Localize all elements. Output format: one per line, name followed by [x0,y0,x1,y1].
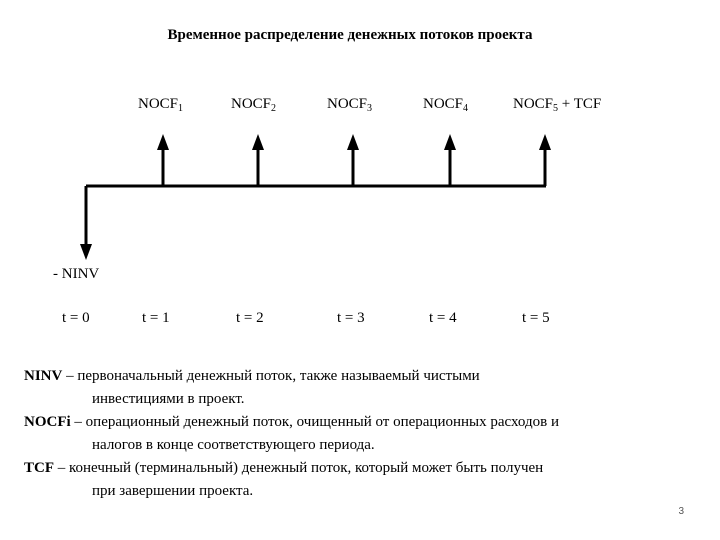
flow-label-3: $NOCF_3$ [327,96,373,114]
flow-label-5: $NOCF_5$ + TCF [513,96,602,114]
legend-item-tcf: TCF – конечный (терминальный) денежный поток, который может быть получен [24,460,544,476]
time-label-3: t = 3 [337,310,365,326]
legend-item-nocf: NOCFi – операционный денежный поток, очищенный от операционных расходов и [24,414,559,430]
legend [24,365,704,503]
time-label-2: t = 2 [236,310,264,326]
inflow-arrow-3 [347,134,359,186]
diagram-title: Временное распределение денежных потоков проекта [167,27,533,43]
inflow-arrow-2 [252,134,264,186]
page-number: 3 [678,506,684,517]
time-label-1: t = 1 [142,310,170,326]
inflow-arrow-5 [539,134,551,186]
outflow-arrow-head [80,244,92,260]
inflow-arrow-1 [157,134,169,186]
legend-item-ninv-cont: инвестициями в проект. [92,391,245,407]
time-label-0: t = 0 [62,310,90,326]
flow-label-1: $NOCF_1$ [138,96,184,114]
inflow-arrow-4 [444,134,456,186]
legend-item-ninv: NINV – первоначальный денежный поток, также называемый чистыми [24,368,480,384]
outflow-label: - NINV [53,266,100,282]
legend-item-tcf-cont: при завершении проекта. [92,483,254,499]
flow-label-4: $NOCF_4$ [423,96,469,114]
legend-item-nocf-cont: налогов в конце соответствующего периода. [92,437,375,453]
time-label-4: t = 4 [429,310,457,326]
flow-label-2: $NOCF_2$ [231,96,277,114]
time-label-5: t = 5 [522,310,550,326]
